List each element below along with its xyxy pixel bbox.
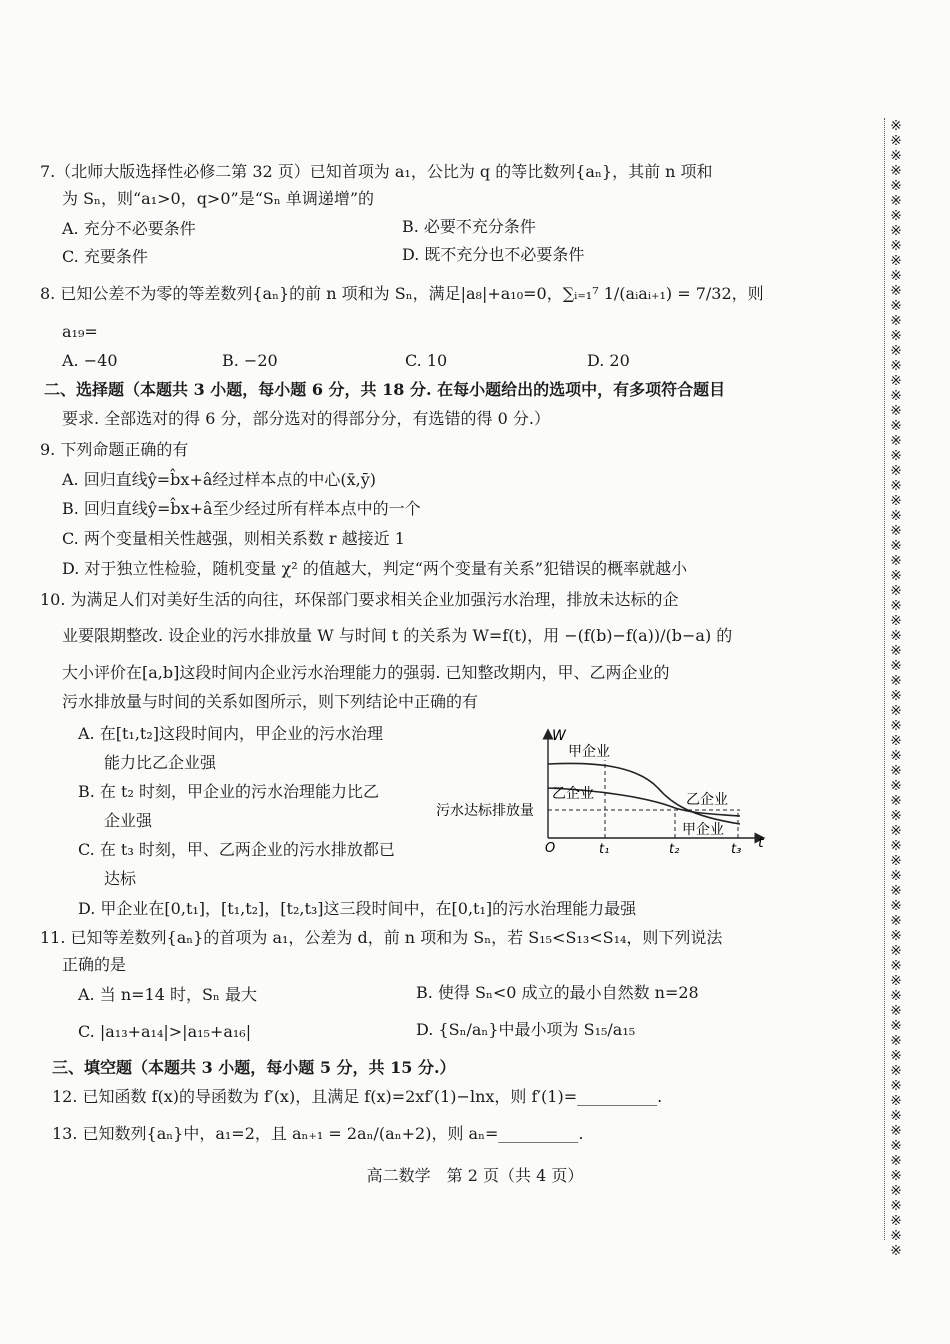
q7-option-d: D. 既不充分也不必要条件 [402,245,585,264]
q8-option-d: D. 20 [587,351,630,370]
q7-stem-line1: 7.（北师大版选择性必修二第 32 页）已知首项为 a₁，公比为 q 的等比数列{aₙ}，其前 n 项和 [40,162,713,181]
q8-option-c: C. 10 [405,351,448,370]
q10-stem-line3: 大小评价在[a,b]这段时间内企业污水治理能力的强弱. 已知整改期内，甲、乙两企业的 [62,663,670,682]
q13-stem: 13. 已知数列{aₙ}中，a₁=2，且 aₙ₊₁ = 2aₙ/(aₙ+2)，则 aₙ=__________. [52,1124,584,1143]
section2-heading-line1: 二、选择题（本题共 3 小题，每小题 6 分，共 18 分. 在每小题给出的选项中，有多项符合题目 [44,380,726,399]
q11-option-d: D. {Sₙ/aₙ}中最小项为 S₁₅/a₁₅ [416,1020,636,1039]
q9-stem: 9. 下列命题正确的有 [40,440,189,459]
section2-heading-line2: 要求. 全部选对的得 6 分，部分选对的得部分分，有选错的得 0 分.） [62,409,550,428]
q7-stem-line2: 为 Sₙ，则“a₁>0，q>0”是“Sₙ 单调递增”的 [62,189,375,208]
q10-stem-line1: 10. 为满足人们对美好生活的向往，环保部门要求相关企业加强污水治理，排放未达标的企 [40,590,679,609]
standard-label: 污水达标排放量 [436,803,534,819]
q10-option-c-line2: 达标 [104,869,137,888]
curve-yi-label: 乙企业 [552,786,594,802]
q8-stem-line2: a₁₉= [62,322,98,341]
t1-label: t₁ [599,842,610,857]
q10-stem-line2: 业要限期整改. 设企业的污水排放量 W 与时间 t 的关系为 W=f(t)，用 −(f(b)−f(a))/(b−a) 的 [62,626,733,645]
t3-label: t₃ [731,842,742,857]
q10-option-a-line1: A. 在[t₁,t₂]这段时间内，甲企业的污水治理 [78,724,383,743]
q8-option-a: A. −40 [62,351,118,370]
q11-option-c: C. |a₁₃+a₁₄|>|a₁₅+a₁₆| [78,1022,252,1041]
curve-jia-bottom-label: 甲企业 [682,822,724,838]
q11-option-b: B. 使得 Sₙ<0 成立的最小自然数 n=28 [416,983,699,1002]
binding-margin-marks: ※※※※※※※※※※※※※※※※※※※※※※※※※※※※※※※※※※※※※※※※※※※※※※※※※※※※※※※※※※※※※※※※※※※※※※※※※※※※ [888,118,904,1258]
page-footer: 高二数学 第 2 页（共 4 页） [366,1166,584,1185]
binding-margin [884,118,909,1258]
q10-stem-line4: 污水排放量与时间的关系如图所示，则下列结论中正确的有 [62,692,479,711]
y-axis-label: W [552,728,566,744]
q8-stem-line1: 8. 已知公差不为零的等差数列{aₙ}的前 n 项和为 Sₙ，满足|a₈|+a₁₀=0，∑ᵢ₌₁⁷ 1/(aᵢaᵢ₊₁) = 7/32，则 [40,284,764,303]
q10-option-d: D. 甲企业在[0,t₁]，[t₁,t₂]，[t₂,t₃]这三段时间中，在[0,t₁]的污水治理能力最强 [78,899,637,918]
q10-option-c-line1: C. 在 t₃ 时刻，甲、乙两企业的污水排放都已 [78,840,395,859]
q7-option-c: C. 充要条件 [62,247,148,266]
q11-option-a: A. 当 n=14 时，Sₙ 最大 [78,985,257,1004]
curve-yi-right-label: 乙企业 [686,792,728,808]
q9-option-c: C. 两个变量相关性越强，则相关系数 r 越接近 1 [62,529,405,548]
q12-stem: 12. 已知函数 f(x)的导函数为 f′(x)，且满足 f(x)=2xf′(1)−lnx，则 f′(1)=__________. [52,1087,663,1106]
origin-label: O [545,841,556,856]
q11-stem-line2: 正确的是 [62,955,127,974]
q9-option-d: D. 对于独立性检验，随机变量 χ² 的值越大，判定“两个变量有关系”犯错误的概率就越小 [62,559,688,578]
q10-figure [430,728,775,860]
x-axis-label: t [758,835,764,851]
q7-option-a: A. 充分不必要条件 [62,219,196,238]
q10-option-a-line2: 能力比乙企业强 [104,753,217,772]
section3-heading: 三、填空题（本题共 3 小题，每小题 5 分，共 15 分.） [52,1058,456,1077]
q10-option-b-line1: B. 在 t₂ 时刻，甲企业的污水治理能力比乙 [78,782,379,801]
q9-option-b: B. 回归直线ŷ=b̂x+â至少经过所有样本点中的一个 [62,499,421,518]
q7-option-b: B. 必要不充分条件 [402,217,536,236]
t2-label: t₂ [669,842,680,857]
q9-option-a: A. 回归直线ŷ=b̂x+â经过样本点的中心(x̄,ȳ) [62,470,377,489]
q11-stem-line1: 11. 已知等差数列{aₙ}的首项为 a₁，公差为 d，前 n 项和为 Sₙ，若 S₁₅<S₁₃<S₁₄，则下列说法 [40,928,723,947]
q8-option-b: B. −20 [222,351,278,370]
curve-jia-label: 甲企业 [568,744,610,760]
q10-option-b-line2: 企业强 [104,811,153,830]
